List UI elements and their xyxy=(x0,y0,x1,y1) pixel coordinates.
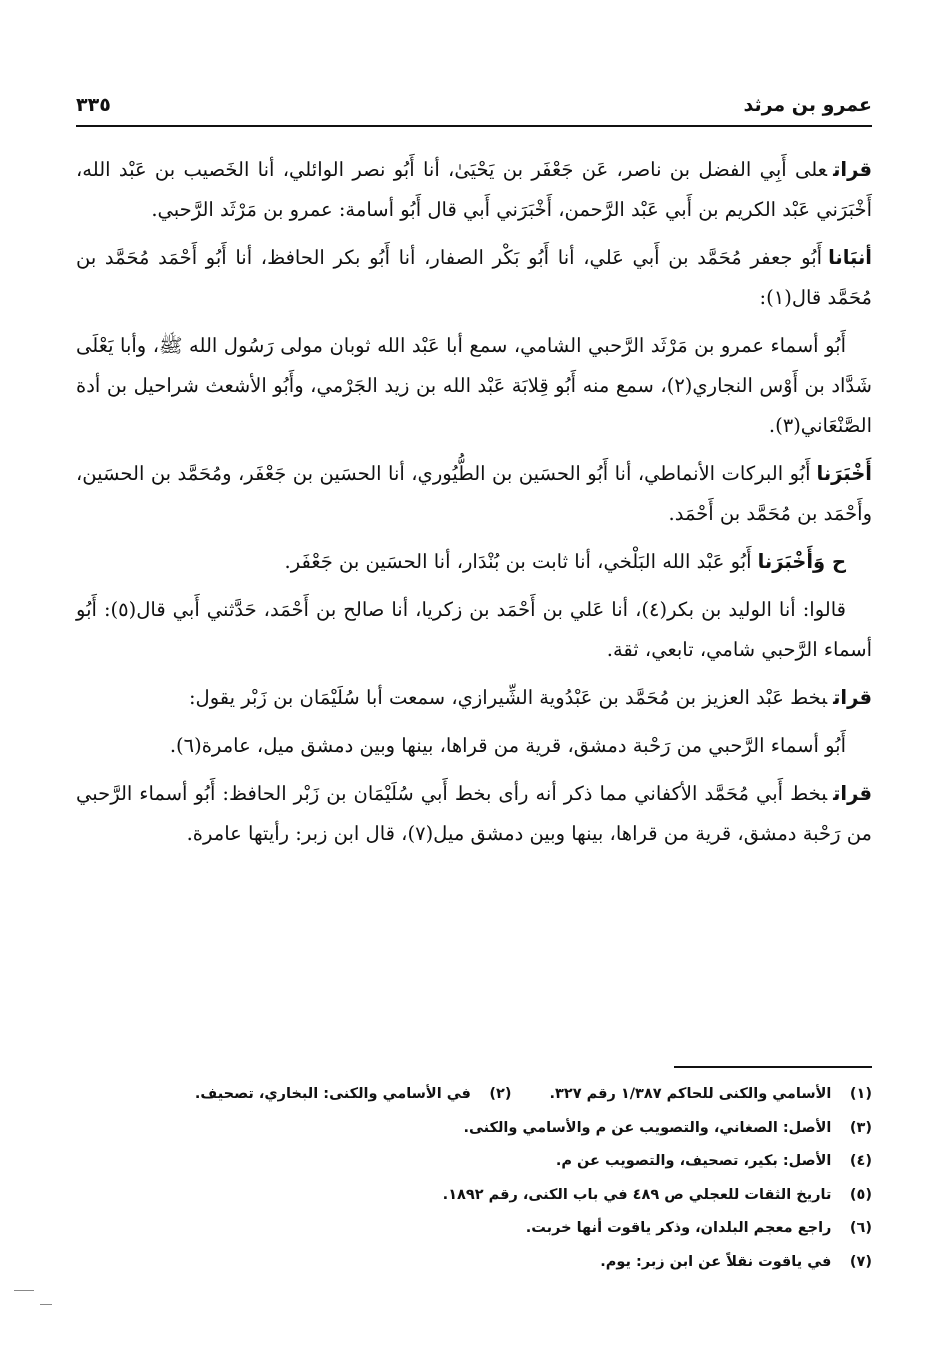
running-header xyxy=(76,88,872,122)
footnote-row xyxy=(76,1212,872,1246)
paragraph-text: قالوا: أنا الوليد بن بكر(٤)، أنا عَلي بن أَحْمَد بن زكريا، أنا صالح بن أَحْمَد، حَدَّثني أَبي قال(٥): أَبُو أسماء الرَّحبي شامي، تابعي، ثقة. xyxy=(76,598,872,661)
footnote-text: في الأسامي والكنى: البخاري، تصحيف. xyxy=(194,1086,471,1102)
paragraph xyxy=(76,590,872,670)
main-text xyxy=(76,150,872,862)
scan-artifact xyxy=(40,1304,52,1305)
paragraph-text: بخط أَبي مُحَمَّد الأكفاني مما ذكر أنه رأى بخط أَبي سُلَيْمَان بن زَبْر الحافظ: أَبُو أسماء الرَّحبي من رَحْبة دمشق، قرية من قراها، بينها وبين دمشق ميل(٧)، قال ابن زبر: رأيتها عامرة. xyxy=(76,782,872,845)
footnote-row xyxy=(76,1112,872,1146)
footnote-text: الأصل: بكير، تصحيف، والتصويب عن م. xyxy=(555,1153,832,1169)
paragraph-text: أَبُو البركات الأنماطي، أنا أَبُو الحسَين بن الطُّيُوري، أنا الحسَين بن جَعْفَر، ومُحَمَّد بن الحسَين، وأَحْمَد بن مُحَمَّد بن أَحْمَد. xyxy=(76,462,872,525)
book-page xyxy=(76,0,872,1360)
paragraph-lead-word: أَخْبَرَنا xyxy=(816,462,872,485)
footnote-number: (١) xyxy=(849,1086,872,1102)
footnote xyxy=(195,1078,512,1112)
paragraph xyxy=(76,326,872,446)
footnote xyxy=(550,1078,872,1112)
footnote-text: راجع معجم البلدان، وذكر ياقوت أنها خربت. xyxy=(525,1220,832,1236)
footnote-number: (٢) xyxy=(489,1086,512,1102)
header-title: عمرو بن مرثد xyxy=(743,94,872,116)
footnote xyxy=(556,1145,872,1179)
footnote-number: (٣) xyxy=(849,1119,872,1136)
footnote-text: الأسامي والكنى للحاكم ١/٣٨٧ رقم ٣٢٧. xyxy=(549,1086,832,1102)
footnote-row xyxy=(76,1145,872,1179)
paragraph-text: أَبُو جعفر مُحَمَّد بن أَبي عَلي، أنا أَبُو بَكْر الصفار، أنا أَبُو بكر الحافظ، أنا أَبُو أَحْمَد مُحَمَّد بن مُحَمَّد قال(١): xyxy=(76,246,872,309)
paragraph xyxy=(76,774,872,854)
paragraph-lead-word: قرات xyxy=(833,782,872,805)
footnote-number: (٦) xyxy=(849,1220,872,1236)
paragraph-text: على أَبِي الفضل بن ناصر، عَن جَعْفَر بن يَحْيَىٰ، أنا أَبُو نصر الوائلي، أنا الخَصيب بن عَبْد الله، أَخْبَرَني عَبْد الكريم بن أَبي عَبْد الرَّحمن، أَخْبَرَني أَبي قال أَبُو أسامة: عمرو بن مَرْثَد الرَّحبي. xyxy=(76,158,872,221)
footnote-number: (٤) xyxy=(849,1153,872,1169)
footnote-row xyxy=(76,1246,872,1280)
paragraph-lead-word: ح وَأَخْبَرَنا xyxy=(757,550,846,573)
paragraph-lead-word: أنبَانا xyxy=(828,246,872,269)
paragraph xyxy=(76,150,872,230)
footnote-number: (٧) xyxy=(849,1253,872,1270)
paragraph-text: أَبُو أسماء الرَّحبي من رَحْبة دمشق، قرية من قراها، بينها وبين دمشق ميل، عامرة(٦). xyxy=(169,734,846,757)
paragraph xyxy=(76,726,872,766)
footnote-number: (٥) xyxy=(849,1186,872,1203)
paragraph xyxy=(76,238,872,318)
paragraph-lead-word: قرات xyxy=(833,686,872,709)
scan-artifact xyxy=(14,1290,34,1291)
paragraph-lead-word: قرات xyxy=(833,158,872,181)
footnotes xyxy=(76,1078,872,1279)
paragraph xyxy=(76,678,872,718)
footnote-row xyxy=(76,1078,872,1112)
footnote-text: الأصل: الصغاني، والتصويب عن م والأسامي والكنى. xyxy=(463,1119,832,1136)
footnote xyxy=(526,1212,872,1246)
header-rule xyxy=(76,125,872,127)
paragraph-text: بخط عَبْد العزيز بن مُحَمَّد بن عَبْدُوية الشِّيرازي، سمعت أبا سُلَيْمَان بن زَبْر يقول: xyxy=(188,686,828,709)
footnote xyxy=(443,1179,872,1213)
footnote-text: تاريخ الثقات للعجلي ص ٤٨٩ في باب الكنى، رقم ١٨٩٢. xyxy=(442,1186,832,1203)
footnote-row xyxy=(76,1179,872,1213)
footnote-text: في ياقوت نقلاً عن ابن زبر: يوم. xyxy=(600,1253,832,1270)
paragraph xyxy=(76,454,872,534)
paragraph xyxy=(76,542,872,582)
footnote xyxy=(463,1112,872,1146)
paragraph-text: أَبُو عَبْد الله البَلْخي، أنا ثابت بن بُنْدَار، أنا الحسَين بن جَعْفَر. xyxy=(284,550,752,573)
footnote xyxy=(600,1246,872,1280)
footnote-separator xyxy=(674,1066,872,1068)
paragraph-text: أَبُو أسماء عمرو بن مَرْثَد الرَّحبي الشامي، سمع أبا عَبْد الله ثوبان مولى رَسُول الله ﷺ، وأبا يَعْلَى شَدَّاد بن أَوْس النجاري(٢)، سمع منه أَبُو قِلابَة عَبْد الله بن زيد الجَرْمي، وأَبُو الأشعث شراحيل بن أدة الصَّنْعَاني(٣). xyxy=(76,334,872,437)
page-number: ٣٣٥ xyxy=(76,94,111,116)
